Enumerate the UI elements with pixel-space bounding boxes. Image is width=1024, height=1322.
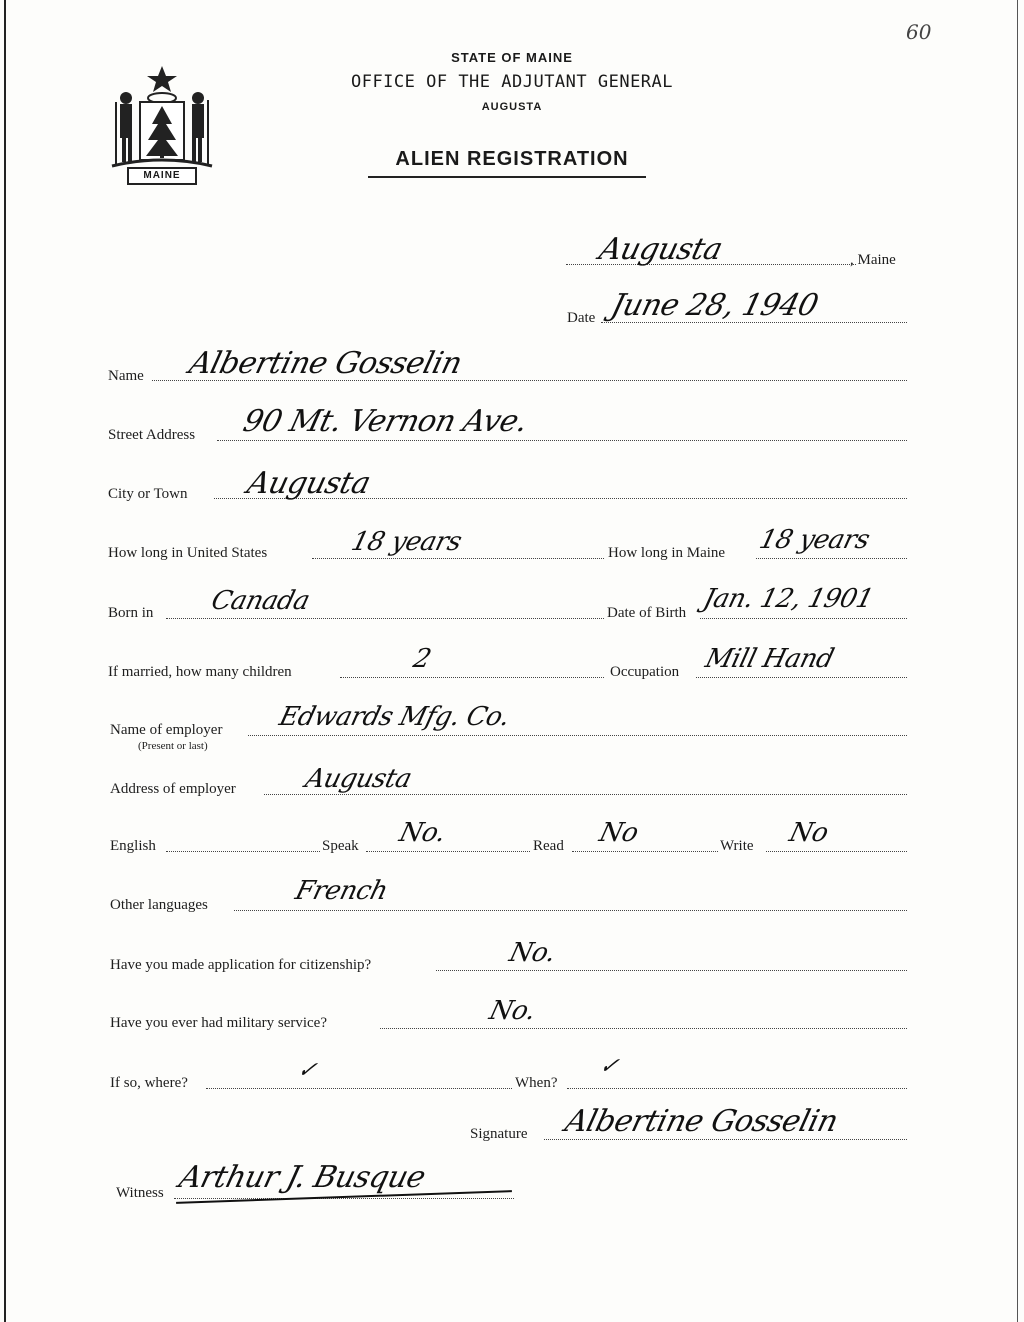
- english-read-value: No: [596, 818, 642, 848]
- military-label: Have you ever had military service?: [110, 1015, 327, 1031]
- citizenship-value: No.: [506, 938, 559, 968]
- other-languages-value: French: [292, 876, 391, 906]
- header-office: OFFICE OF THE ADJUTANT GENERAL: [350, 72, 674, 92]
- how-long-us-line: [312, 558, 604, 559]
- title-underline: [368, 176, 646, 178]
- english-write-label: Write: [720, 838, 754, 854]
- date-value: June 28, 1940: [607, 288, 822, 323]
- corner-note: 60: [906, 20, 932, 44]
- citizenship-line: [436, 970, 907, 971]
- english-speak-label: Speak: [322, 838, 359, 854]
- english-line: [166, 851, 320, 852]
- where-label: If so, where?: [110, 1075, 188, 1091]
- date-of-birth-value: Jan. 12, 1901: [700, 584, 877, 614]
- employer-address-label: Address of employer: [110, 781, 236, 797]
- english-read-label: Read: [533, 838, 564, 854]
- other-languages-label: Other languages: [110, 897, 208, 913]
- location-value: Augusta: [595, 232, 726, 267]
- english-read-line: [572, 851, 718, 852]
- scan-border-right: [1017, 0, 1018, 1322]
- location-suffix: , Maine: [850, 252, 896, 268]
- employer-address-value: Augusta: [302, 764, 415, 794]
- street-address-line: [217, 440, 907, 441]
- date-of-birth-label: Date of Birth: [607, 605, 687, 621]
- when-label: When?: [515, 1075, 558, 1091]
- city-town-value: Augusta: [243, 466, 374, 501]
- date-of-birth-line: [700, 618, 907, 619]
- how-long-us-value: 18 years: [348, 527, 465, 557]
- english-write-value: No: [786, 818, 832, 848]
- other-languages-line: [234, 910, 907, 911]
- born-in-label: Born in: [108, 605, 154, 621]
- header-state: STATE OF MAINE: [451, 50, 573, 65]
- how-long-maine-line: [756, 558, 907, 559]
- children-label: If married, how many children: [108, 664, 292, 680]
- occupation-value: Mill Hand: [702, 644, 837, 674]
- employer-address-line: [264, 794, 907, 795]
- witness-label: Witness: [116, 1185, 164, 1201]
- street-address-label: Street Address: [108, 427, 196, 443]
- witness-line: [174, 1198, 514, 1199]
- english-write-line: [766, 851, 907, 852]
- how-long-maine-value: 18 years: [756, 525, 873, 555]
- born-in-line: [166, 618, 604, 619]
- signature-line: [544, 1139, 907, 1140]
- street-address-value: 90 Mt. Vernon Ave.: [239, 404, 531, 439]
- witness-value: Arthur J. Busque: [175, 1160, 429, 1195]
- when-line: [567, 1088, 907, 1089]
- military-value: No.: [486, 996, 539, 1026]
- form-title: ALIEN REGISTRATION: [395, 148, 629, 170]
- english-label: English: [110, 838, 156, 854]
- city-town-label: City or Town: [108, 486, 188, 502]
- employer-name-sublabel: (Present or last): [138, 740, 208, 752]
- how-long-maine-label: How long in Maine: [608, 545, 726, 561]
- born-in-value: Canada: [208, 586, 313, 616]
- seal-banner-text: MAINE: [143, 170, 181, 181]
- scan-border-left: [4, 0, 6, 1322]
- header-city: AUGUSTA: [481, 101, 543, 113]
- children-line: [340, 677, 604, 678]
- signature-label: Signature: [470, 1126, 528, 1142]
- where-line: [206, 1088, 512, 1089]
- english-speak-value: No.: [396, 818, 449, 848]
- children-value: 2: [410, 644, 434, 674]
- employer-name-line: [248, 735, 907, 736]
- english-speak-line: [366, 851, 530, 852]
- how-long-us-label: How long in United States: [108, 545, 268, 561]
- date-label: Date: [567, 310, 596, 326]
- name-label: Name: [108, 368, 144, 384]
- when-value: ✓: [596, 1054, 622, 1079]
- occupation-line: [696, 677, 907, 678]
- name-value: Albertine Gosselin: [185, 346, 466, 381]
- citizenship-label: Have you made application for citizenship?: [110, 957, 372, 973]
- employer-name-label: Name of employer: [110, 722, 223, 738]
- occupation-label: Occupation: [610, 664, 680, 680]
- signature-value: Albertine Gosselin: [561, 1104, 842, 1139]
- employer-name-value: Edwards Mfg. Co.: [276, 702, 513, 732]
- where-value: ✓: [294, 1058, 320, 1083]
- military-line: [380, 1028, 907, 1029]
